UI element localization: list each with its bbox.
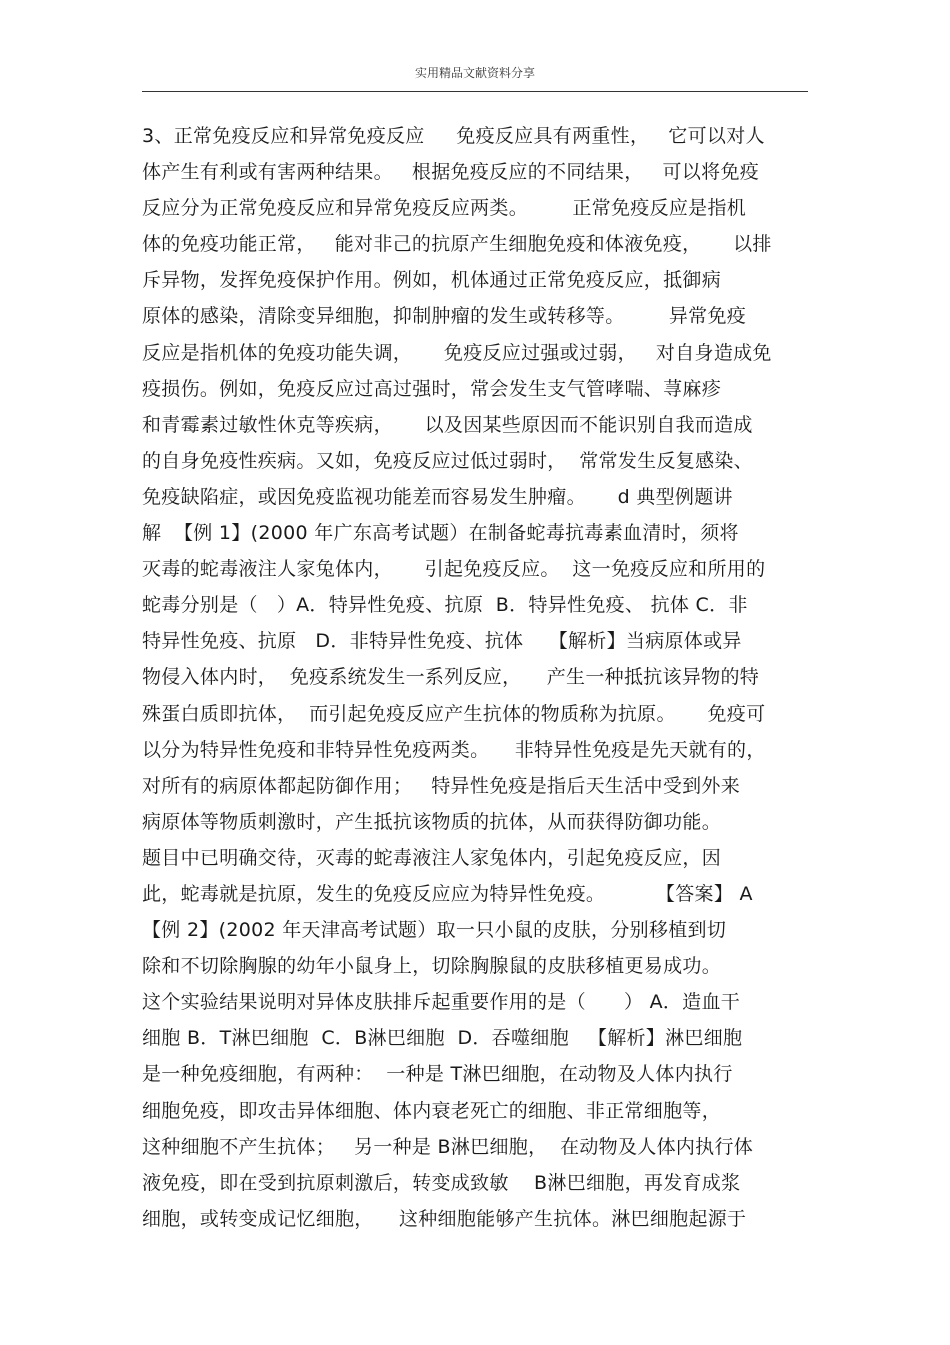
- text-line: 体产生有利或有害两种结果。 根据免疫反应的不同结果， 可以将免疫: [142, 161, 760, 184]
- header-title: 实用精品文献资料分享: [414, 66, 535, 80]
- text-line: 【例 2】(2002 年天津高考试题）取一只小鼠的皮肤，分别移植到切: [142, 919, 727, 942]
- text-line: 原体的感染，清除变异细胞，抑制肿瘤的发生或转移等。 异常免疫: [142, 305, 747, 328]
- text-line: 解 【例 1】(2000 年广东高考试题）在制备蛇毒抗毒素血清时，须将: [142, 522, 739, 545]
- text-line: 细胞 B．T淋巴细胞 C．B淋巴细胞 D．吞噬细胞 【解析】淋巴细胞: [142, 1027, 743, 1050]
- text-line: 反应是指机体的免疫功能失调， 免疫反应过强或过弱， 对自身造成免: [142, 341, 772, 364]
- body-text: [142, 118, 842, 1237]
- text-line: 疫损伤。例如，免疫反应过高过强时，常会发生支气管哮喘、荨麻疹: [142, 377, 722, 400]
- text-line: 这种细胞不产生抗体； 另一种是 B淋巴细胞， 在动物及人体内执行体: [142, 1135, 754, 1158]
- text-line: 的自身免疫性疾病。又如，免疫反应过低过弱时， 常常发生反复感染、: [142, 449, 753, 472]
- text-line: 病原体等物质刺激时，产生抵抗该物质的抗体，从而获得防御功能。: [142, 810, 722, 833]
- text-line: 殊蛋白质即抗体， 而引起免疫反应产生抗体的物质称为抗原。 免疫可: [142, 702, 766, 725]
- text-line: 体的免疫功能正常， 能对非己的抗原产生细胞免疫和体液免疫， 以排: [142, 233, 772, 256]
- page-header: [142, 62, 808, 92]
- text-line: 以分为特异性免疫和非特异性免疫两类。 非特异性免疫是先天就有的，: [142, 738, 766, 761]
- text-line: 物侵入体内时， 免疫系统发生一系列反应， 产生一种抵抗该异物的特: [142, 666, 760, 689]
- text-line: 这个实验结果说明对异体皮肤排斥起重要作用的是（ ） A．造血干: [142, 991, 741, 1014]
- text-line: 对所有的病原体都起防御作用； 特异性免疫是指后天生活中受到外来: [142, 774, 741, 797]
- text-line: 蛇毒分别是（ ）A．特异性免疫、抗原 B．特异性免疫、 抗体 C．非: [142, 594, 748, 617]
- text-line: 细胞，或转变成记忆细胞， 这种细胞能够产生抗体。淋巴细胞起源于: [142, 1207, 747, 1230]
- text-line: 除和不切除胸腺的幼年小鼠身上，切除胸腺鼠的皮肤移植更易成功。: [142, 955, 722, 978]
- text-line: 灭毒的蛇毒液注人家兔体内， 引起免疫反应。 这一免疫反应和所用的: [142, 558, 766, 581]
- text-line: 液免疫，即在受到抗原刺激后，转变成致敏 B淋巴细胞，再发育成浆: [142, 1171, 741, 1194]
- text-line: 题目中已明确交待，灭毒的蛇毒液注人家兔体内，引起免疫反应，因: [142, 846, 722, 869]
- text-line: 免疫缺陷症，或因免疫监视功能差而容易发生肿瘤。 d 典型例题讲: [142, 485, 733, 508]
- text-line: 细胞免疫，即攻击异体细胞、体内衰老死亡的细胞、非正常细胞等，: [142, 1099, 722, 1122]
- text-line: 是一种免疫细胞，有两种： 一种是 T淋巴细胞，在动物及人体内执行: [142, 1063, 733, 1086]
- text-line: 此，蛇毒就是抗原，发生的免疫反应应为特异性免疫。 【答案】 A: [142, 882, 753, 905]
- text-line: 斥异物，发挥免疫保护作用。例如，机体通过正常免疫反应，抵御病: [142, 269, 722, 292]
- text-line: 和青霉素过敏性休克等疾病， 以及因某些原因而不能识别自我而造成: [142, 413, 753, 436]
- text-line: 特异性免疫、抗原 D．非特异性免疫、抗体 【解析】当病原体或异: [142, 630, 742, 653]
- text-line: 3、正常免疫反应和异常免疫反应 免疫反应具有两重性， 它可以对人: [142, 125, 765, 147]
- text-line: 反应分为正常免疫反应和异常免疫反应两类。 正常免疫反应是指机: [142, 197, 747, 220]
